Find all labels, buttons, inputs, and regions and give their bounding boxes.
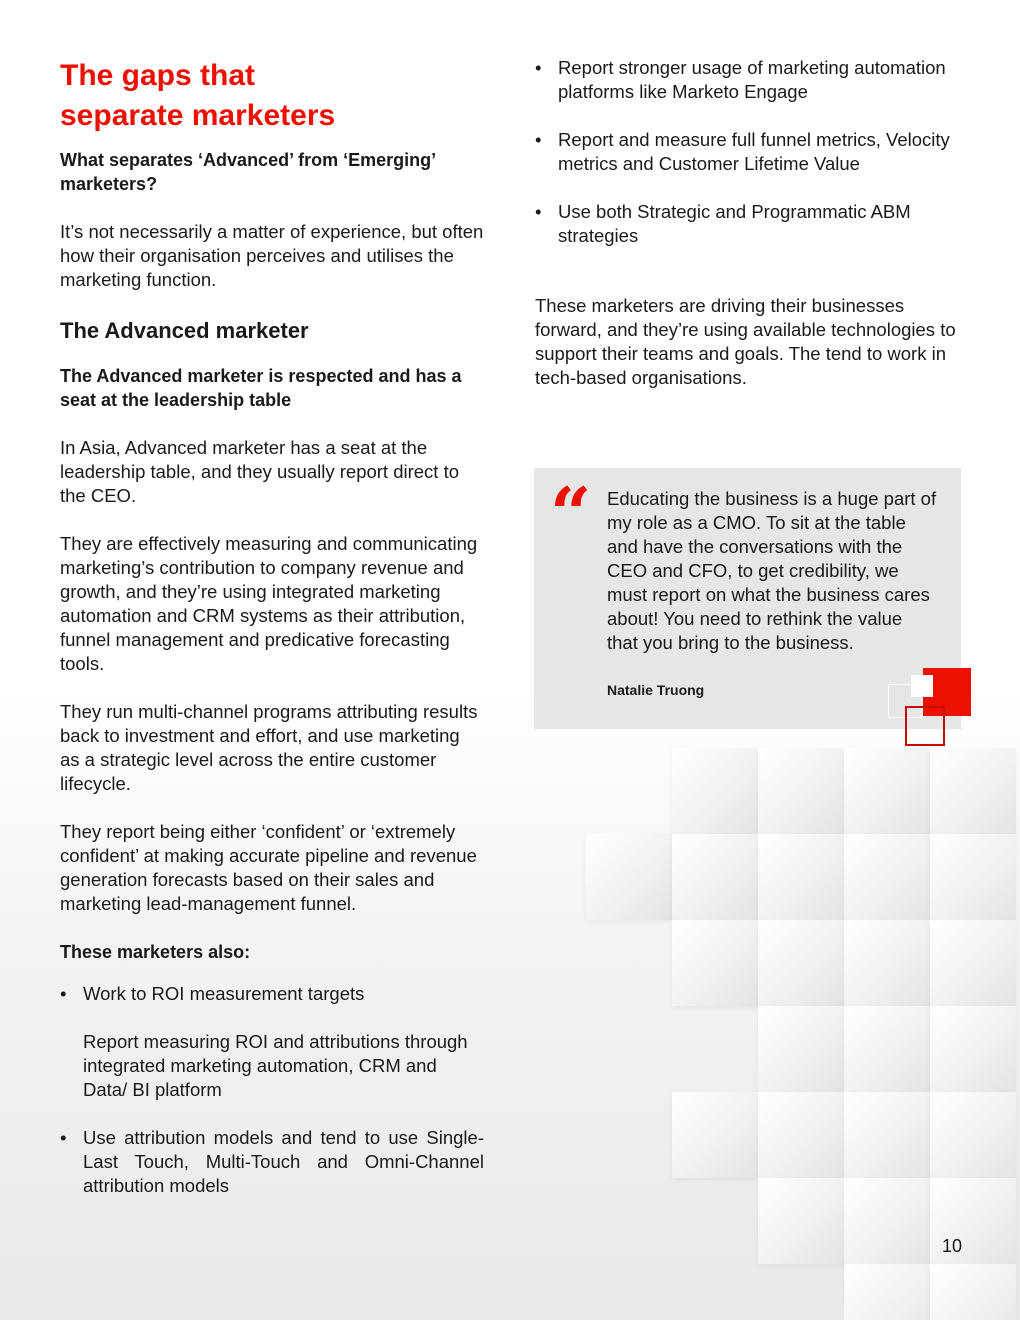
list-item: • Use both Strategic and Programmatic ABM strategies (535, 200, 961, 248)
page-title (60, 56, 484, 136)
intro-question: What separates ‘Advanced’ from ‘Emerging’ marketers? (60, 150, 436, 194)
bullet-text: Use attribution models and tend to use Single-Last Touch, Multi-Touch and Omni-Channel attribution models (83, 1127, 484, 1196)
bullet-sub-text: Report measuring ROI and attributions through integrated marketing automation, CRM and Data/ BI platform (83, 1031, 468, 1100)
left-bullet-list (60, 982, 484, 1198)
red-outline-square (905, 706, 945, 746)
right-bullet-list (535, 56, 961, 248)
also-label: These marketers also: (60, 942, 251, 962)
paragraph-1: In Asia, Advanced marketer has a seat at the leadership table, and they usually report direct to the CEO. (60, 437, 460, 506)
page-number: 10 (942, 1236, 963, 1256)
title-line-1: The gaps that (60, 59, 256, 92)
right-column (535, 56, 961, 390)
paragraph-3: They run multi-channel programs attributing results back to investment and effort, and use marketing as a strategic level across the entire customer lifecycle. (60, 701, 478, 794)
left-column (60, 56, 484, 1222)
intro-answer: It’s not necessarily a matter of experience, but often how their organisation perceives and utilises the marketing function. (60, 221, 484, 290)
decorative-squares-icon (888, 668, 972, 748)
white-square (911, 675, 933, 697)
quote-author: Natalie Truong (607, 682, 705, 698)
list-item: • Report stronger usage of marketing automation platforms like Marketo Engage (535, 56, 961, 104)
list-item: • Report and measure full funnel metrics, Velocity metrics and Customer Lifetime Value (535, 128, 961, 176)
paragraph-2: They are effectively measuring and communicating marketing’s contribution to company revenue and growth, and they’re using integrated marketing automation and CRM systems as their attribution, funnel management and predicative forecasting tools. (60, 533, 478, 674)
paragraph-4: They report being either ‘confident’ or ‘extremely confident’ at making accurate pipeline and revenue generation forecasts based on their sales and marketing lead-management funnel. (60, 821, 477, 914)
section-heading: The Advanced marketer (60, 318, 309, 343)
quote-mark-icon: “ (550, 471, 592, 556)
bullet-text: Work to ROI measurement targets (83, 983, 365, 1004)
list-item (60, 982, 484, 1102)
background-tiles (540, 740, 1020, 1320)
title-line-2: separate marketers (60, 99, 336, 132)
section-lead: The Advanced marketer is respected and has a seat at the leadership table (60, 366, 462, 410)
closing-paragraph: These marketers are driving their businesses forward, and they’re using available technologies to support their teams and goals. The tend to work in tech-based organisations. (535, 295, 956, 388)
quote-text: Educating the business is a huge part of my role as a CMO. To sit at the table and have the conversations with the CEO and CFO, to get credibility, we must report on what the business cares about! You need to rethink the value that you bring to the business. (607, 488, 937, 653)
list-item (60, 1126, 484, 1198)
